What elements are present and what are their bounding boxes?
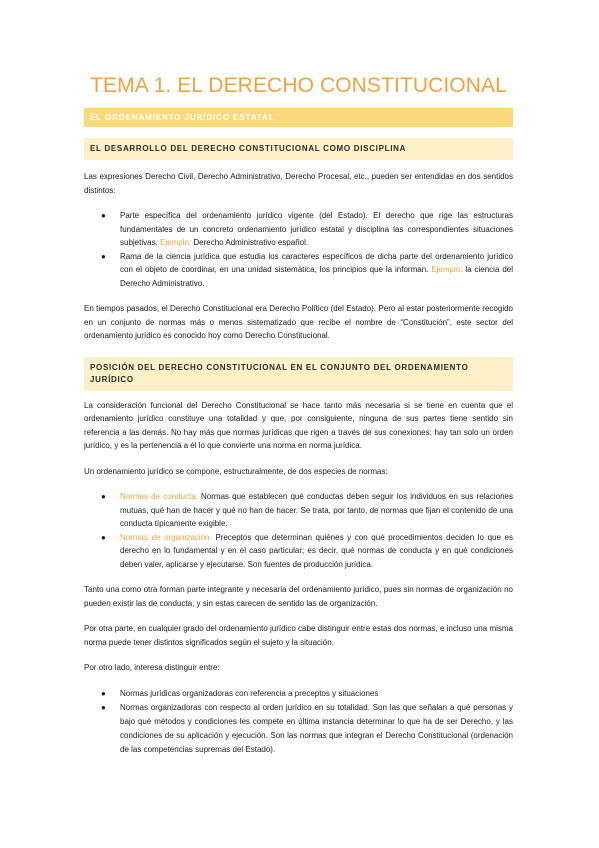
- example-label: Ejemplo:: [431, 265, 463, 274]
- paragraph-especies: Un ordenamiento jurídico se compone, estructuralmente, de dos especies de normas:: [84, 466, 388, 476]
- example-label: Ejemplo:: [160, 238, 192, 247]
- bullet-icon: ●: [101, 251, 106, 261]
- list-item-text: Rama de la ciencia jurídica que estudia los caracteres específicos de dicha parte del ordenamiento jurídico con el objeto de coordinar, en una unidad sistemática, los principios que la informan.: [120, 251, 513, 274]
- list-item: [84, 250, 513, 291]
- bullet-list-organizadoras: [84, 687, 513, 757]
- bullet-icon: ●: [101, 211, 106, 220]
- list-item: [84, 687, 513, 701]
- list-item-text: Normas organizadoras con respecto al orden jurídico en su totalidad. Son las que señalan a qué personas y bajo qué métodos y condiciones les compete en última instancia determinar lo que ha de ser Derecho, y las condiciones de su aplicación y ejecución. Son las normas que integran el Derecho Constitucional (ordenación de las competencias supremas del Estado).: [120, 702, 513, 754]
- example-text: Derecho Administrativo español.: [191, 238, 309, 247]
- bullet-icon: ●: [101, 702, 106, 712]
- list-item-text: Parte específica del ordenamiento jurídico vigente (del Estado). El derecho que rige las estructuras fundamentales de un concreto ordenamiento jurídico estatal y disciplina las correspondientes situaciones subjetivas.: [120, 211, 513, 247]
- bullet-icon: ●: [101, 492, 106, 501]
- subheading-posicion: POSICIÓN DEL DERECHO CONSTITUCIONAL EN EL CONJUNTO DEL ORDENAMIENTO JURÍDICO: [84, 357, 513, 391]
- term-text: Normas que establecen qué conductas deben seguir los individuos en sus relaciones mutuas, qué han de hacer y qué no han de hacer. Se trata, por tanto, de normas que fijan el contenido de una conducta típicamente exigible.: [120, 492, 514, 528]
- bullet-icon: ●: [101, 688, 106, 698]
- list-item-text: Normas jurídicas organizadoras con referencia a preceptos y situaciones: [120, 688, 379, 698]
- bullet-icon: ●: [101, 532, 106, 542]
- term-text: Preceptos que determinan quiénes y con qué procedimientos deciden lo que es derecho en lo fundamental y en el caso particular; es decir, qué normas de conducta y en qué condiciones deben valer, aplicarse y ejecutarse. Son fuentes de producción jurídica.: [120, 532, 513, 569]
- paragraph-grado: Por otra parte, en cualquier grado del ordenamiento jurídico cabe distinguir entre estas dos normas, e incluso una misma norma puede tener distintos significados según el sujeto y la situación.: [84, 624, 513, 647]
- section-band: EL ORDENAMIENTO JURÍDICO ESTATAL: [84, 108, 513, 127]
- list-item: [84, 531, 513, 572]
- term-label: Normas de organización.: [120, 532, 212, 542]
- list-item: [84, 209, 513, 250]
- paragraph-closing: En tiempos pasados, el Derecho Constitucional era Derecho Político (del Estado). Pero al estar posteriormente recogido en un conjunto de normas más o menos sistematizado que recibe el nombre de “Constitución”, este sector del ordenamiento jurídico es conocido hoy como Derecho Constitucional.: [84, 304, 513, 340]
- paragraph-tanto: Tanto una como otra forman parte integrante y necesaria del ordenamiento jurídico, pues sin normas de organización no pueden existir las de conducta, y sin estas carecen de sentido las de organización.: [84, 585, 513, 608]
- bullet-list-normas: [84, 490, 513, 571]
- page-title: TEMA 1. EL DERECHO CONSTITUCIONAL: [90, 74, 507, 97]
- example-text: la ciencia del Derecho Administrativo.: [120, 265, 513, 288]
- subheading-disciplina: EL DESARROLLO DEL DERECHO CONSTITUCIONAL COMO DISCIPLINA: [84, 138, 513, 160]
- bullet-list-sentidos: [84, 209, 513, 290]
- paragraph-intro: Las expresiones Derecho Civil, Derecho Administrativo, Derecho Procesal, etc., pueden ser entendidas en dos sentidos distintos:: [84, 172, 513, 195]
- list-item: [84, 701, 513, 757]
- paragraph-distinguir: Por otro lado, interesa distinguir entre:: [84, 663, 220, 672]
- term-label: Normas de conducta.: [120, 492, 198, 501]
- list-item: [84, 490, 513, 531]
- paragraph-consideracion: La consideración funcional del Derecho Constitucional se hace tanto más necesaria si se tiene en cuenta que el ordenamiento jurídico constituye una totalidad y que, por consiguiente, ninguna de sus partes tiene sentido sin referencia a las demás. No hay más que normas jurídicas que rigen a través de sus conexiones; hay tan solo un orden jurídico, y es la pertenencia a él lo que convierte una norma en norma jurídica.: [84, 400, 513, 450]
